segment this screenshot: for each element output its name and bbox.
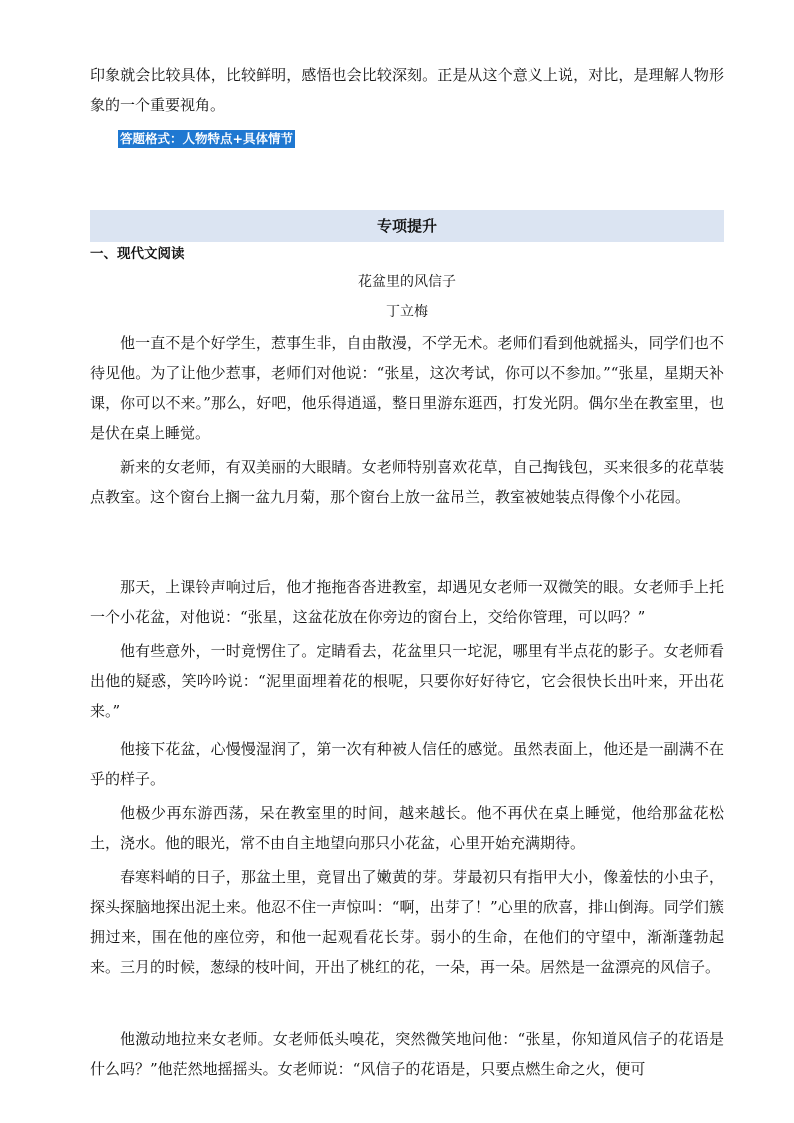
answer-format-highlight: 答题格式：人物特点+具体情节	[120, 131, 293, 146]
section-banner	[90, 210, 724, 242]
article-paragraph: 他接下花盆，心慢慢湿润了，第一次有种被人信任的感觉。虽然表面上，他还是一副满不在乎的样子。	[90, 740, 724, 788]
banner-title: 专项提升	[376, 217, 437, 235]
section-heading: 一、现代文阅读	[90, 246, 185, 262]
article-title: 花盆里的风信子	[358, 274, 456, 290]
article-paragraph: 他一直不是个好学生，惹事生非，自由散漫，不学无术。老师们看到他就摇头，同学们也不待见他。为了让他少惹事，老师们对他说：“张星，这次考试，你可以不参加。”“张星，星期天补课，你可以不来。”那么，好吧，他乐得逍遥，整日里游东逛西，打发光阴。偶尔坐在教室里，也是伏在桌上睡觉。	[90, 334, 724, 442]
article-paragraph: 他极少再东游西荡，呆在教室里的时间，越来越长。他不再伏在桌上睡觉，他给那盆花松土，浇水。他的眼光，常不由自主地望向那只小花盆，心里开始充满期待。	[90, 804, 724, 852]
article-paragraph: 他激动地拉来女老师。女老师低头嗅花，突然微笑地问他：“张星，你知道风信子的花语是什么吗？”他茫然地摇摇头。女老师说：“风信子的花语是，只要点燃生命之火，便可	[90, 1030, 724, 1078]
article-paragraph: 新来的女老师，有双美丽的大眼睛。女老师特别喜欢花草，自己掏钱包，买来很多的花草装点教室。这个窗台上搁一盆九月菊，那个窗台上放一盆吊兰，教室被她装点得像个小花园。	[90, 458, 724, 506]
intro-paragraph: 印象就会比较具体，比较鲜明，感悟也会比较深刻。正是从这个意义上说，对比，是理解人物形象的一个重要视角。	[90, 66, 724, 114]
article-paragraph: 他有些意外，一时竟愣住了。定睛看去，花盆里只一坨泥，哪里有半点花的影子。女老师看出他的疑惑，笑吟吟说：“泥里面埋着花的根呢，只要你好好待它，它会很快长出叶来，开出花来。”	[90, 642, 724, 720]
article-paragraph: 春寒料峭的日子，那盆土里，竟冒出了嫩黄的芽。芽最初只有指甲大小，像羞怯的小虫子，探头探脑地探出泥土来。他忍不住一声惊叫：“啊，出芽了！”心里的欣喜，排山倒海。同学们簇拥过来，围在他的座位旁，和他一起观看花长芽。弱小的生命，在他们的守望中，渐渐蓬勃起来。三月的时候，葱绿的枝叶间，开出了桃红的花，一朵，再一朵。居然是一盆漂亮的风信子。	[90, 868, 724, 976]
article-author: 丁立梅	[386, 304, 428, 320]
article-paragraph: 那天，上课铃声响过后，他才拖拖沓沓进教室，却遇见女老师一双微笑的眼。女老师手上托一个小花盆，对他说：“张星，这盆花放在你旁边的窗台上，交给你管理，可以吗？”	[90, 578, 724, 626]
